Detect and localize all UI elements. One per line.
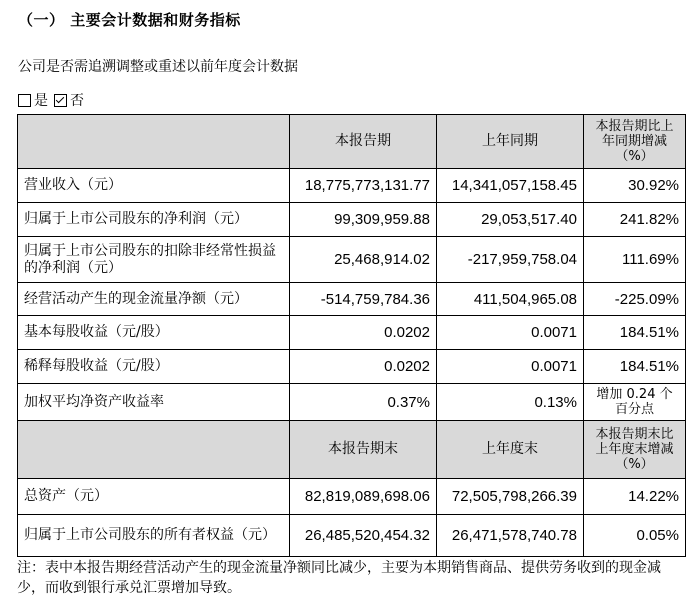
cell-current: -514,759,784.36 bbox=[290, 283, 437, 316]
header-cell-prior-year-end: 上年度末 bbox=[437, 421, 584, 479]
cell-change: -225.09% bbox=[584, 283, 686, 316]
header-cell-period-end: 本报告期末 bbox=[290, 421, 437, 479]
option-no[interactable] bbox=[54, 90, 84, 110]
cell-change: 30.92% bbox=[584, 169, 686, 203]
section-title: （一） 主要会计数据和财务指标 bbox=[18, 11, 241, 29]
table-header-row bbox=[18, 421, 686, 479]
checkbox-checked-icon[interactable] bbox=[54, 94, 67, 107]
restatement-question: 公司是否需追溯调整或重述以前年度会计数据 bbox=[18, 59, 298, 75]
cell-change: 111.69% bbox=[584, 237, 686, 283]
cell-current: 0.0202 bbox=[290, 350, 437, 384]
cell-period-end: 82,819,089,698.06 bbox=[290, 479, 437, 515]
cell-change: 0.05% bbox=[584, 515, 686, 557]
cell-prior-year-end: 26,471,578,740.78 bbox=[437, 515, 584, 557]
row-label: 归属于上市公司股东的所有者权益（元） bbox=[18, 515, 290, 557]
header-cell-prior-period: 上年同期 bbox=[437, 115, 584, 169]
option-yes-label: 是 bbox=[34, 93, 48, 109]
table-row bbox=[18, 479, 686, 515]
option-yes[interactable] bbox=[18, 90, 48, 110]
row-label: 总资产（元） bbox=[18, 479, 290, 515]
cell-prior: -217,959,758.04 bbox=[437, 237, 584, 283]
row-label: 归属于上市公司股东的净利润（元） bbox=[18, 203, 290, 237]
row-label: 归属于上市公司股东的扣除非经常性损益的净利润（元） bbox=[18, 237, 290, 283]
cell-current: 25,468,914.02 bbox=[290, 237, 437, 283]
checkbox-unchecked-icon[interactable] bbox=[18, 94, 31, 107]
row-label: 加权平均净资产收益率 bbox=[18, 384, 290, 421]
cell-prior: 29,053,517.40 bbox=[437, 203, 584, 237]
row-label: 营业收入（元） bbox=[18, 169, 290, 203]
row-label: 经营活动产生的现金流量净额（元） bbox=[18, 283, 290, 316]
cell-prior-year-end: 72,505,798,266.39 bbox=[437, 479, 584, 515]
cell-change: 14.22% bbox=[584, 479, 686, 515]
table-row bbox=[18, 283, 686, 316]
cell-current: 99,309,959.88 bbox=[290, 203, 437, 237]
cell-change: 增加 0.24 个百分点 bbox=[584, 384, 686, 421]
header-cell-blank bbox=[18, 115, 290, 169]
cell-period-end: 26,485,520,454.32 bbox=[290, 515, 437, 557]
header-cell-current-period: 本报告期 bbox=[290, 115, 437, 169]
table-row bbox=[18, 203, 686, 237]
header-cell-change: 本报告期比上年同期增减（%） bbox=[584, 115, 686, 169]
cell-prior: 14,341,057,158.45 bbox=[437, 169, 584, 203]
cell-change: 184.51% bbox=[584, 350, 686, 384]
table-row bbox=[18, 237, 686, 283]
cell-prior: 411,504,965.08 bbox=[437, 283, 584, 316]
cell-prior: 0.0071 bbox=[437, 316, 584, 350]
table-footnote: 注：表中本报告期经营活动产生的现金流量净额同比减少，主要为本期销售商品、提供劳务收到的现金减少，而收到银行承兑汇票增加导致。 bbox=[17, 560, 661, 596]
table-row bbox=[18, 169, 686, 203]
table-header-row bbox=[18, 115, 686, 169]
cell-prior: 0.13% bbox=[437, 384, 584, 421]
header-cell-blank bbox=[18, 421, 290, 479]
cell-prior: 0.0071 bbox=[437, 350, 584, 384]
restatement-options bbox=[18, 90, 90, 110]
row-label: 稀释每股收益（元/股） bbox=[18, 350, 290, 384]
cell-current: 0.0202 bbox=[290, 316, 437, 350]
option-no-label: 否 bbox=[70, 93, 84, 109]
table-row bbox=[18, 384, 686, 421]
cell-current: 18,775,773,131.77 bbox=[290, 169, 437, 203]
table-row bbox=[18, 350, 686, 384]
cell-current: 0.37% bbox=[290, 384, 437, 421]
financial-data-table bbox=[17, 114, 686, 557]
cell-change: 184.51% bbox=[584, 316, 686, 350]
table-row bbox=[18, 515, 686, 557]
header-cell-change: 本报告期末比上年度末增减（%） bbox=[584, 421, 686, 479]
table-row bbox=[18, 316, 686, 350]
row-label: 基本每股收益（元/股） bbox=[18, 316, 290, 350]
cell-change: 241.82% bbox=[584, 203, 686, 237]
